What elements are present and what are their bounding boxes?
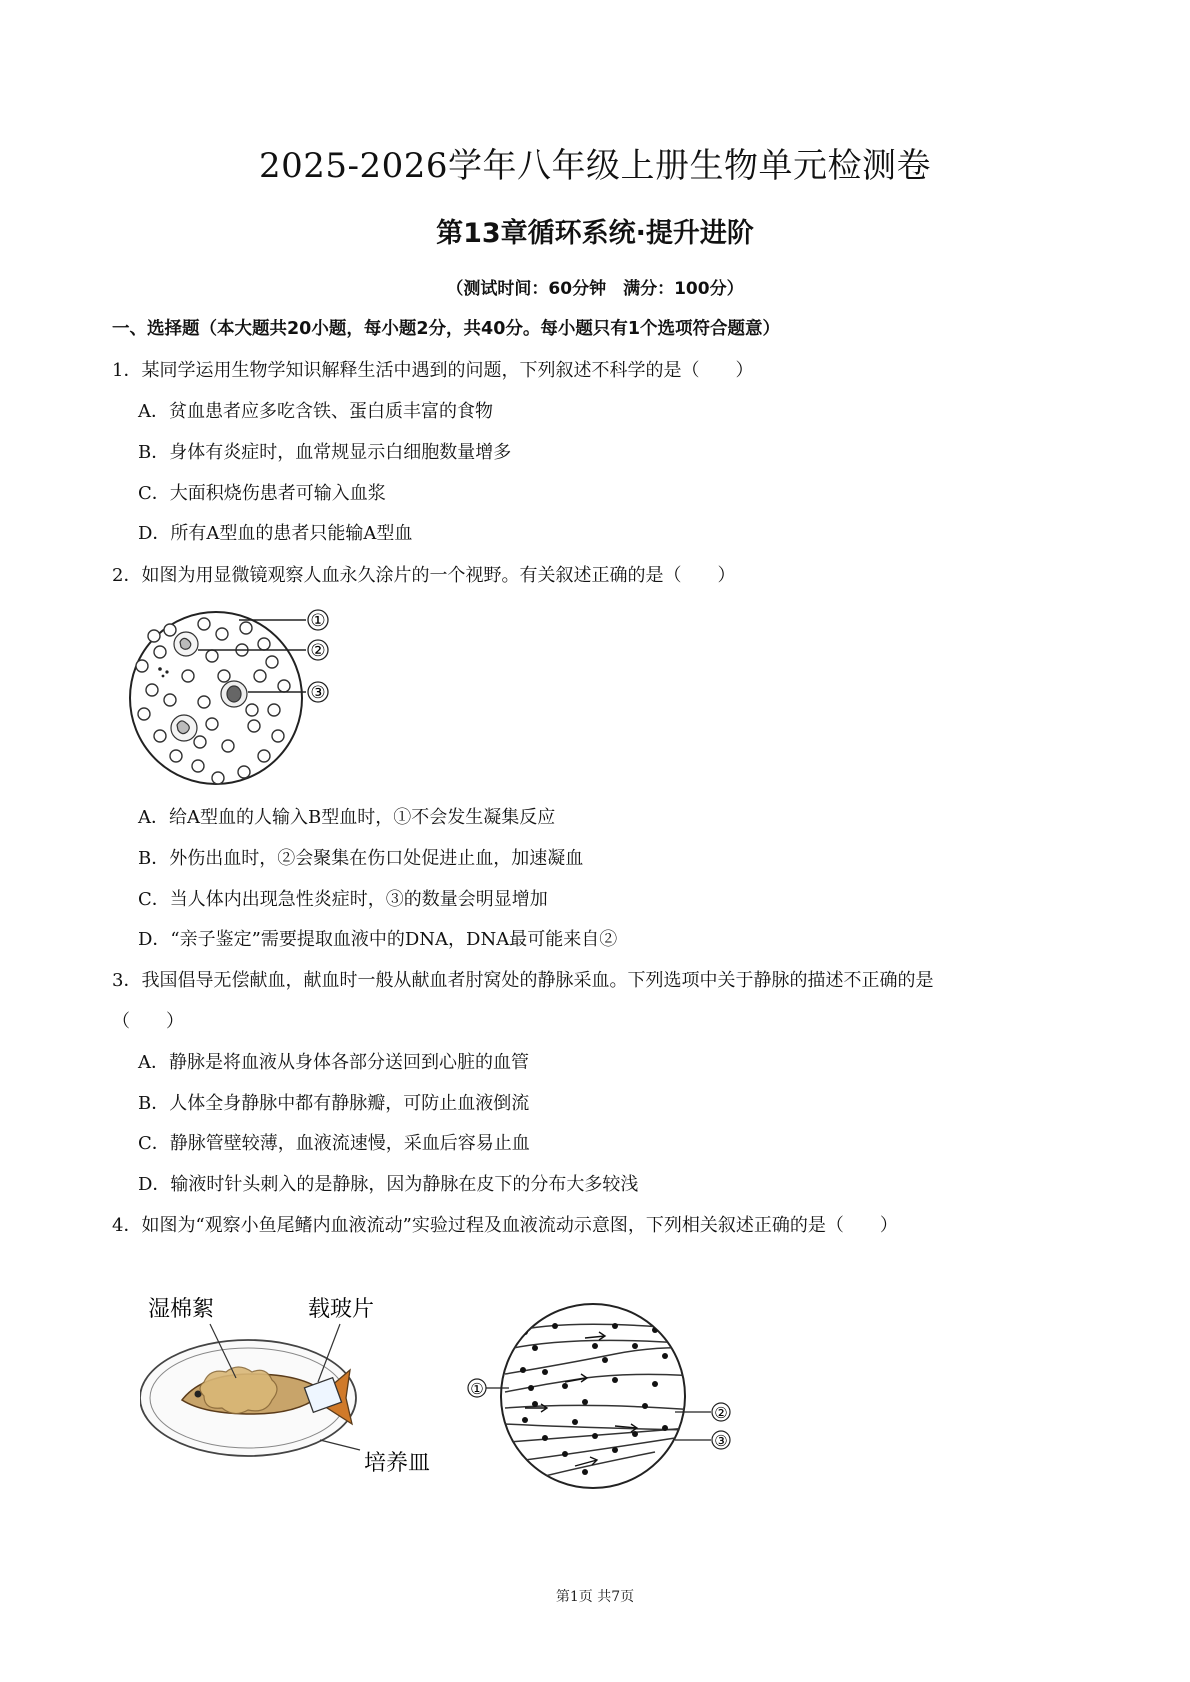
flow-label-2: ② (714, 1404, 728, 1422)
question-3-stem-cont: （ ） (112, 1011, 184, 1032)
label-petri-dish: 培养皿 (364, 1451, 431, 1476)
blood-cell-dot (522, 1417, 528, 1423)
red-blood-cell (266, 656, 278, 668)
exam-title: 2025-2026学年八年级上册生物单元检测卷 (258, 146, 932, 186)
red-blood-cell (194, 736, 206, 748)
red-blood-cell (240, 622, 252, 634)
red-blood-cell (246, 704, 258, 716)
white-blood-cell (174, 632, 198, 656)
wet-cotton (200, 1367, 277, 1414)
blood-cell-dot (532, 1401, 538, 1407)
red-blood-cell (192, 760, 204, 772)
red-blood-cell (258, 750, 270, 762)
question-1-option-b: B．身体有炎症时，血常规显示白细胞数量增多 (138, 442, 512, 463)
blood-flow-figure (465, 1296, 755, 1496)
red-blood-cell (212, 772, 224, 784)
question-3-option-a: A．静脉是将血液从身体各部分送回到心脏的血管 (138, 1052, 529, 1073)
red-blood-cell (148, 630, 160, 642)
red-blood-cell (268, 704, 280, 716)
red-blood-cell (206, 718, 218, 730)
red-blood-cell (154, 646, 166, 658)
question-1-stem: 1．某同学运用生物学知识解释生活中遇到的问题，下列叙述不科学的是（ ） (112, 360, 754, 381)
question-3-stem: 3．我国倡导无偿献血，献血时一般从献血者肘窝处的静脉采血。下列选项中关于静脉的描述不正确的是 (112, 970, 934, 991)
blood-cell-dot (652, 1381, 658, 1387)
red-blood-cell (272, 730, 284, 742)
red-blood-cell (238, 766, 250, 778)
red-blood-cell (164, 694, 176, 706)
question-1-option-a: A．贫血患者应多吃含铁、蛋白质丰富的食物 (138, 401, 493, 422)
blood-cell-dot (522, 1329, 528, 1335)
blood-cell-dot (602, 1357, 608, 1363)
blood-cell-dot (520, 1367, 526, 1373)
blood-cell-dot (542, 1369, 548, 1375)
chapter-subtitle: 第13章循环系统·提升进阶 (436, 218, 754, 249)
flow-label-3: ③ (714, 1432, 728, 1450)
question-1-option-d: D．所有A型血的患者只能输A型血 (138, 523, 413, 544)
blood-cell-dot (592, 1433, 598, 1439)
label-wet-cotton: 湿棉絮 (148, 1297, 215, 1322)
red-blood-cell (182, 670, 194, 682)
red-blood-cell (138, 708, 150, 720)
question-2-stem: 2．如图为用显微镜观察人血永久涂片的一个视野。有关叙述正确的是（ ） (112, 565, 736, 586)
red-blood-cell (248, 720, 260, 732)
section-heading: 一、选择题（本大题共20小题，每小题2分，共40分。每小题只有1个选项符合题意） (112, 319, 781, 339)
blood-cell-dot (612, 1323, 618, 1329)
figure-label-2: ② (310, 641, 326, 661)
blood-cell-dot (572, 1419, 578, 1425)
blood-cell-dot (662, 1353, 668, 1359)
blood-cell-dot (662, 1425, 668, 1431)
white-blood-cell (171, 715, 197, 741)
red-blood-cell (154, 730, 166, 742)
red-blood-cell (218, 670, 230, 682)
question-4-stem: 4．如图为“观察小鱼尾鳍内血液流动”实验过程及血液流动示意图，下列相关叙述正确的是（ ） (112, 1215, 898, 1236)
question-2-option-a: A．给A型血的人输入B型血时，①不会发生凝集反应 (138, 807, 556, 828)
blood-cell-dot (612, 1447, 618, 1453)
red-blood-cell (216, 628, 228, 640)
blood-cell-dot (582, 1399, 588, 1405)
blood-cell-dot (632, 1431, 638, 1437)
blood-smear-figure (124, 606, 350, 790)
question-3-option-d: D．输液时针头刺入的是静脉，因为静脉在皮下的分布大多较浅 (138, 1174, 639, 1195)
red-blood-cell (254, 670, 266, 682)
red-blood-cell (258, 638, 270, 650)
label-glass-slide: 载玻片 (308, 1297, 375, 1322)
blood-cell-dot (528, 1385, 534, 1391)
red-blood-cell (136, 660, 148, 672)
flow-label-1: ① (470, 1380, 484, 1398)
red-blood-cell (170, 750, 182, 762)
blood-cell-dot (592, 1343, 598, 1349)
figure-label-1: ① (310, 611, 326, 631)
blood-cell-dot (542, 1435, 548, 1441)
question-2-option-c: C．当人体内出现急性炎症时，③的数量会明显增加 (138, 889, 548, 910)
red-blood-cell (278, 680, 290, 692)
blood-cell-dot (642, 1403, 648, 1409)
question-3-option-c: C．静脉管壁较薄，血液流速慢，采血后容易止血 (138, 1133, 530, 1154)
red-blood-cell (146, 684, 158, 696)
red-blood-cell (206, 650, 218, 662)
blood-cell-dot (532, 1345, 538, 1351)
blood-cell-dot (632, 1343, 638, 1349)
figure-label-3: ③ (310, 683, 326, 703)
test-info: （测试时间：60分钟 满分：100分） (446, 279, 744, 299)
white-blood-cell (221, 681, 247, 707)
blood-cell-dot (562, 1383, 568, 1389)
blood-cell-dot (612, 1377, 618, 1383)
question-3-option-b: B．人体全身静脉中都有静脉瓣，可防止血液倒流 (138, 1093, 530, 1114)
question-2-option-d: D．“亲子鉴定”需要提取血液中的DNA，DNA最可能来自② (138, 929, 618, 950)
blood-cell-dot (552, 1323, 558, 1329)
blood-cell-dot (582, 1469, 588, 1475)
red-blood-cell (198, 696, 210, 708)
page-footer: 第1页 共7页 (555, 1589, 635, 1605)
question-2-option-b: B．外伤出血时，②会聚集在伤口处促进止血，加速凝血 (138, 848, 584, 869)
red-blood-cell (164, 624, 176, 636)
question-1-option-c: C．大面积烧伤患者可输入血浆 (138, 483, 386, 504)
blood-cell-dot (562, 1451, 568, 1457)
red-blood-cell (198, 618, 210, 630)
red-blood-cell (222, 740, 234, 752)
